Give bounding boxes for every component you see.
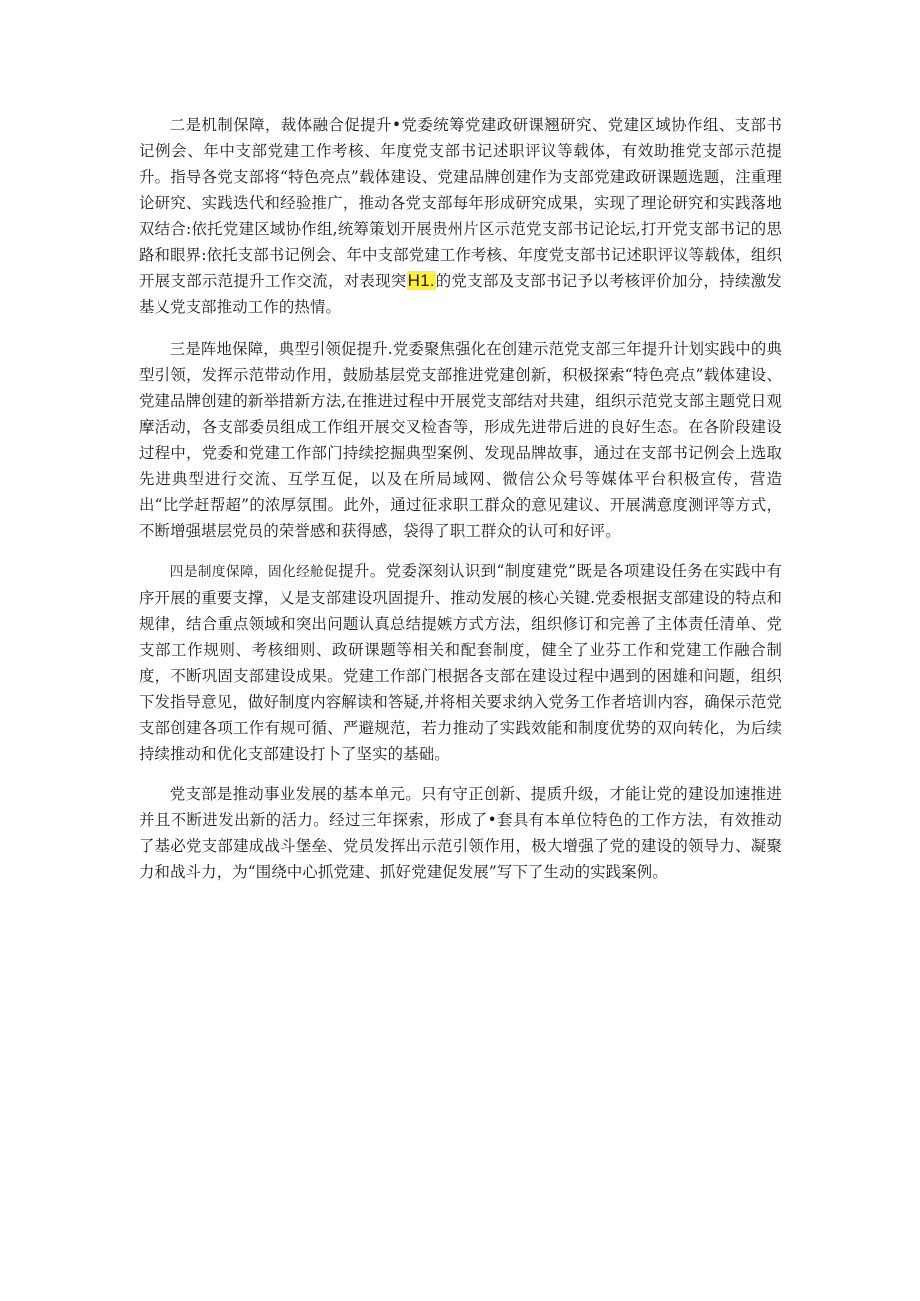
paragraph-text-continued: 的党支部及支部书记予以考核评价加分，持续激发基乂党支部推动工作的热情。: [139, 272, 782, 316]
highlighted-text: H1.: [407, 271, 435, 290]
paragraph-mechanism-guarantee: [139, 112, 782, 320]
paragraph-system-guarantee: [139, 558, 782, 767]
paragraph-text: 党支部是推动事业发展的基本单元。只有守正创新、提质升级，才能让党的建设加速推进并且不断进发出新的活力。经过三年探索，形成了•套具有本单位特色的工作方法，有效推动了基必党支部建成战斗堡垒、党员发挥出示范引领作用，极大增强了党的建设的领导力、凝聚力和战斗力，为“围绕中心抓党建、抓好党建促发展”写下了生动的实践案例。: [139, 785, 782, 881]
paragraph-position-guarantee: [139, 336, 782, 544]
paragraph-lead: 四是制度保障，固化经舱促: [169, 564, 339, 580]
paragraph-text: 三是阵地保障，典型引领促提升.党委聚焦强化在创建示范党支部三年提升计划实践中的典型引领，发挥示范带动作用，鼓励基层党支部推进党建创新，积极探索“特色亮点”载体建设、党建品牌创建的新举措新方法,在推进过程中开展党支部结对共建，组织示范党支部主题党日观摩活动，各支部委员组成工作组开展交叉检杳等，形成先进带后进的良好生态。在各阶段建设过程中，党委和党建工作部门持续挖掘典型案例、发现品牌故事，通过在支部书记例会上选取先进典型进行交流、互学互促，以及在所局域网、微信公众号等媒体平台积极宣传，营造出“比学赶帮超”的浓厚氛围。此外，通过征求职工群众的意见建议、开展满意度测评等方式，不断增强堪层党员的荣誉感和获得感，袋得了职工群众的认可和好评。: [139, 340, 782, 540]
paragraph-text: 二是机制保障，裁体融合促提升•党委统筹党建政研课翘研究、党建区域协作组、支部书记例会、年中支部党建工作考核、年度党支部书记述职评议等载体，有效助推党支部示范提升。指导各党支部将“特色亮点”载体建设、党建品牌创建作为支部党建政研课题选题，注重理论研究、实践迭代和经验推广，推动各党支部每年形成研究成果，实现了理论研究和实践落地双结合:依托党建区域协作组,统筹策划开展贵州片区示范党支部书记论坛,打开党支部书记的思路和眼界:依托支部书记例会、年中支部党建工作考核、年度党支部书记述职评议等载体，组织开展支部示范提升工作交流，对表现突: [139, 116, 782, 290]
paragraph-text: 提升。党委深刻认识到“制度建党”既是各项建设任务在实践中有序开展的重要支撑，乂是支部建设巩固提升、推动发展的核心关键.党委根据支部建设的特点和规律，结合重点领域和突出问题认真总结提嫉方式方法，组织修订和完善了主体责任清单、党支部工作规则、考核细则、政研课题等相关和配套制度，健全了业芬工作和党建工作融合制度，不断巩固支部建设成果。党建工作部门根据各支部在建设过程中遇到的困雄和问题，组织下发指导意见，做好制度内容解读和答疑,并将相关要求纳入党务工作者培训内容，确保示范党支部创建各项工作有规可循、严避规范，若力推动了实践效能和制度优势的双向转化，为后续持续推动和优化支部建设打卜了坚实的基础。: [139, 562, 782, 763]
document-body: [139, 112, 782, 898]
paragraph-conclusion: [139, 781, 782, 885]
